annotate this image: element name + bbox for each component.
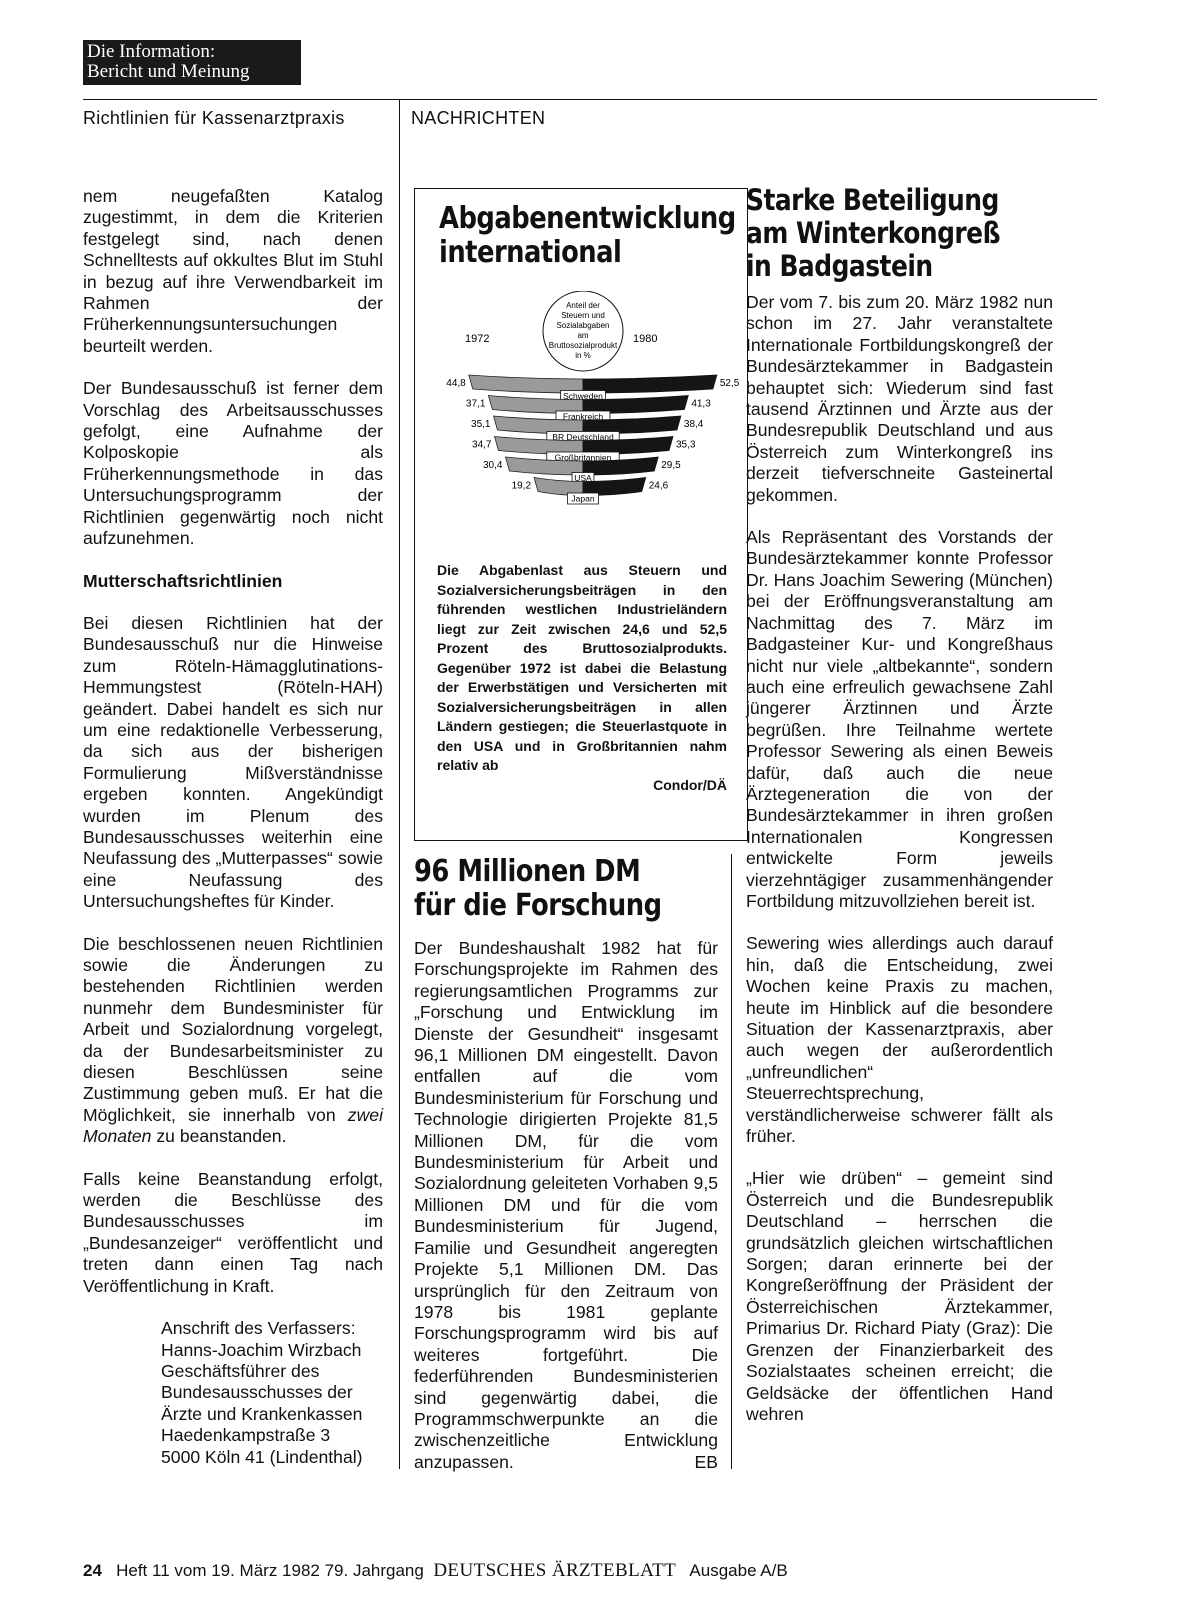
category-label: USA	[574, 473, 592, 483]
paragraph: Falls keine Beanstandung erfolgt, werden die Beschlüsse des Bundesausschusses im „Bundesanzeiger“ veröffentlicht und treten dann einen Tag nach Veröffentlichung in Kraft.	[83, 1168, 383, 1296]
journal-title: DEUTSCHES ÄRZTEBLATT	[433, 1560, 677, 1581]
paragraph-text: Die beschlossenen neuen Richtlinien sowie die Änderungen zu bestehenden Richtlinien werden nunmehr dem Bundesminister für Arbeit und Sozialordnung vorgelegt, da der Bundesarbeitsminister zu diesen Beschlüssen seine Zustimmung geben muß. Er hat die Möglichkeit, sie innerhalb von	[83, 933, 383, 1125]
issue-info: Heft 11 vom 19. März 1982 79. Jahrgang	[116, 1561, 424, 1580]
value-label-1972: 34,7	[472, 439, 492, 451]
edition: Ausgabe A/B	[689, 1561, 788, 1580]
value-label-1972: 19,2	[511, 480, 532, 492]
left-running-head: Richtlinien für Kassenarztpraxis	[83, 108, 345, 128]
category-label: BR Deutschland	[552, 432, 614, 442]
headline-line: Abgabenentwicklung	[439, 201, 736, 236]
value-label-1972: 44,8	[446, 378, 466, 389]
value-label-1980: 35,3	[676, 439, 696, 451]
subheading: Mutterschaftsrichtlinien	[83, 570, 283, 591]
tax-burden-chart	[415, 291, 747, 551]
infobox-caption	[437, 561, 727, 795]
page-footer	[83, 1560, 788, 1582]
value-label-1972: 30,4	[483, 460, 503, 471]
paragraph: Bei diesen Richtlinien hat der Bundesausschuß nur die Hinweise zum Röteln-Hämagglutinations-Hemmungstest (Röteln-HAH) geändert. Dabei handelt es sich nur um eine redaktionelle Verbesserung, da sich aus der bisherigen Formulierung Mißverständnisse ergeben konnten. Angekündigt wurden im Plenum des Bundesausschusses weiterhin eine Neufassung des „Mutterpasses“ sowie eine Neufassung des Untersuchungsheftes für Kinder.	[83, 612, 383, 912]
article-signature: EB	[694, 1451, 718, 1472]
category-label: Japan	[571, 493, 595, 504]
value-label-1980: 29,5	[661, 460, 681, 471]
column-divider-left	[399, 99, 400, 1469]
address-line: Geschäftsführer des	[161, 1360, 320, 1381]
paragraph: „Hier wie drüben“ – gemeint sind Österreich und die Bundesrepublik Deutschland – herrschen die grundsätzlich gleichen wirtschaftlichen Sorgen; daran erinnerte bei der Kongreßeröffnung der Präsident der Österreichischen Ärztekammer, Primarius Dr. Richard Piaty (Graz): Die Grenzen der Finanzierbarkeit des Sozialstaates scheinen erreicht; die Geldsäcke der öffentlichen Hand wehren	[746, 1168, 1053, 1424]
headline-line: für die Forschung	[414, 888, 662, 923]
paragraph: Als Repräsentant des Vorstands der Bundesärztekammer konnte Professor Dr. Hans Joachim Sewering (München) bei der Eröffnungsveranstaltung am Nachmittag des 7. März im Badgasteiner Kur- und Kongreßhaus nicht nur viele „altbekannte“, sondern auch eine erfreulich gewachsene Zahl jüngerer Ärztinnen und Ärzte begrüßen. Ihre Teilnahme wertete Professor Sewering als einen Beweis dafür, daß auch die neue Ärztegeneration die von der Bundesärztekammer in ihren großen Internationalen Kongressen entwickelte Form jeweils vierzehntägiger zusammenhängender Fortbildung mitzuvollziehen bereit ist.	[746, 527, 1053, 911]
header-rule	[83, 99, 1097, 100]
address-line: Bundesausschusses der	[161, 1382, 353, 1403]
headline-line: am Winterkongreß	[746, 216, 1001, 250]
paragraph: Der vom 7. bis zum 20. März 1982 nun schon im 27. Jahr veranstaltete Internationale Fortbildungskongreß der Bundesärztekammer in Badgastein behauptet sich: Wiederum sind fast tausend Ärztinnen und Ärzte aus der Bundesrepublik Deutschland und aus Österreich zum Winterkongreß ins derzeit tiefverschneite Gasteinertal gekommen.	[746, 292, 1053, 505]
info-box	[414, 188, 748, 841]
paragraph-text: Der Bundeshaushalt 1982 hat für Forschungsprojekte im Rahmen des regierungsamtlichen Programms zur „Forschung und Entwicklung im Dienste der Gesundheit“ insgesamt 96,1 Millionen DM eingestellt. Davon entfallen auf die vom Bundesministerium für Forschung und Technologie dirigierten Projekte 81,5 Millionen DM, für die vom Bundesministerium für Arbeit und Sozialordnung geleiteten Vorhaben 9,5 Millionen DM und für die vom Bundesministerium für Jugend, Familie und Gesundheit angeregten Projekte 5,1 Millionen DM. Das ursprünglich für den Zeitraum von 1978 bis 1981 geplante Forschungsprogramm wird bis auf weiteres fortgeführt. Die federführenden Bundesministerien sind gegenwärtig dabei, die Programmschwerpunkte an die zwischenzeitliche Entwicklung anzupassen.	[414, 938, 718, 1472]
article-2-headline-block	[414, 855, 702, 923]
headline-line: international	[439, 235, 622, 270]
kicker-line-2: Bericht und Meinung	[87, 61, 250, 82]
article-2-headline	[414, 855, 662, 923]
category-label: Großbritannien	[554, 452, 612, 463]
paragraph	[83, 934, 383, 1148]
headline-line: Starke Beteiligung	[746, 183, 999, 217]
address-line: Ärzte und Krankenkassen	[161, 1403, 363, 1424]
caption-text: Die Abgabenlast aus Steuern und Sozialversicherungsbeiträgen in den führenden westlichen Industrieländern liegt zur Zeit zwischen 24,6 und 52,5 Prozent des Bruttosozialprodukts. Gegenüber 1972 ist dabei die Belastung der Erwerbstätigen und Versicherten mit Sozialversicherungsbeiträgen in allen Ländern gestiegen; die Steuerlastquote in den USA und in Großbritannien nahm relativ ab	[437, 562, 727, 773]
value-label-1980: 38,4	[683, 419, 704, 430]
author-address	[83, 1318, 383, 1468]
value-label-1980: 24,6	[648, 480, 669, 492]
headline-line: 96 Millionen DM	[414, 854, 641, 889]
address-line: Haedenkampstraße 3	[161, 1425, 331, 1446]
paragraph: nem neugefaßten Katalog zugestimmt, in dem die Kriterien festgelegt sind, nach denen Schnelltests auf okkultes Blut im Stuhl in bezug auf ihre Verwendbarkeit im Rahmen der Früherkennungsuntersuchungen beurteilt werden.	[83, 186, 383, 356]
article-3-headline	[746, 184, 1000, 283]
paragraph-text: zu beanstanden.	[151, 1126, 287, 1147]
page-number: 24	[83, 1561, 102, 1580]
column-2	[414, 938, 718, 1473]
column-3	[746, 292, 1053, 1425]
category-label: Schweden	[563, 391, 603, 401]
right-running-head: NACHRICHTEN	[411, 108, 546, 128]
address-line: Hanns-Joachim Wirzbach	[161, 1339, 362, 1360]
caption-credit: Condor/DÄ	[653, 776, 727, 793]
emphasis: zwei Monaten	[83, 1104, 383, 1147]
value-label-1980: 52,5	[719, 378, 740, 389]
legend-1980: 1980	[633, 333, 658, 345]
headline-line: in Badgastein	[746, 249, 933, 283]
column-divider-right	[731, 854, 732, 1469]
address-line: 5000 Köln 41 (Lindenthal)	[161, 1446, 363, 1467]
paragraph: Der Bundesausschuß ist ferner dem Vorschlag des Arbeitsausschusses gefolgt, eine Aufnahme der Kolposkopie als Früherkennungsmethode in das Untersuchungsprogramm der Richtlinien gegenwärtig noch nicht aufzunehmen.	[83, 378, 383, 549]
address-line: Anschrift des Verfassers:	[161, 1318, 356, 1339]
paragraph	[414, 938, 718, 1473]
value-label-1980: 41,3	[691, 398, 711, 410]
value-label-1972: 35,1	[471, 419, 491, 430]
paragraph: Sewering wies allerdings auch darauf hin, daß die Entscheidung, zwei Wochen keine Praxis zu machen, heute im Hinblick auf die besondere Situation der Kassenarztpraxis, aber auch wegen der außerordentlich „unfreundlichen“ Steuerrechtsprechung, verständlicherweise schwerer fällt als früher.	[746, 933, 1053, 1147]
article-3-headline-block	[746, 184, 1041, 283]
legend-1972: 1972	[465, 333, 490, 345]
section-kicker	[83, 40, 301, 85]
chart-title: Anteil der Steuern und Sozialabgaben am Bruttosozialprodukt in %	[548, 301, 618, 360]
value-label-1972: 37,1	[465, 398, 486, 410]
column-1	[83, 186, 383, 1468]
kicker-line-1: Die Information:	[87, 41, 216, 62]
category-label: Frankreich	[562, 411, 604, 422]
infobox-headline	[439, 202, 736, 270]
